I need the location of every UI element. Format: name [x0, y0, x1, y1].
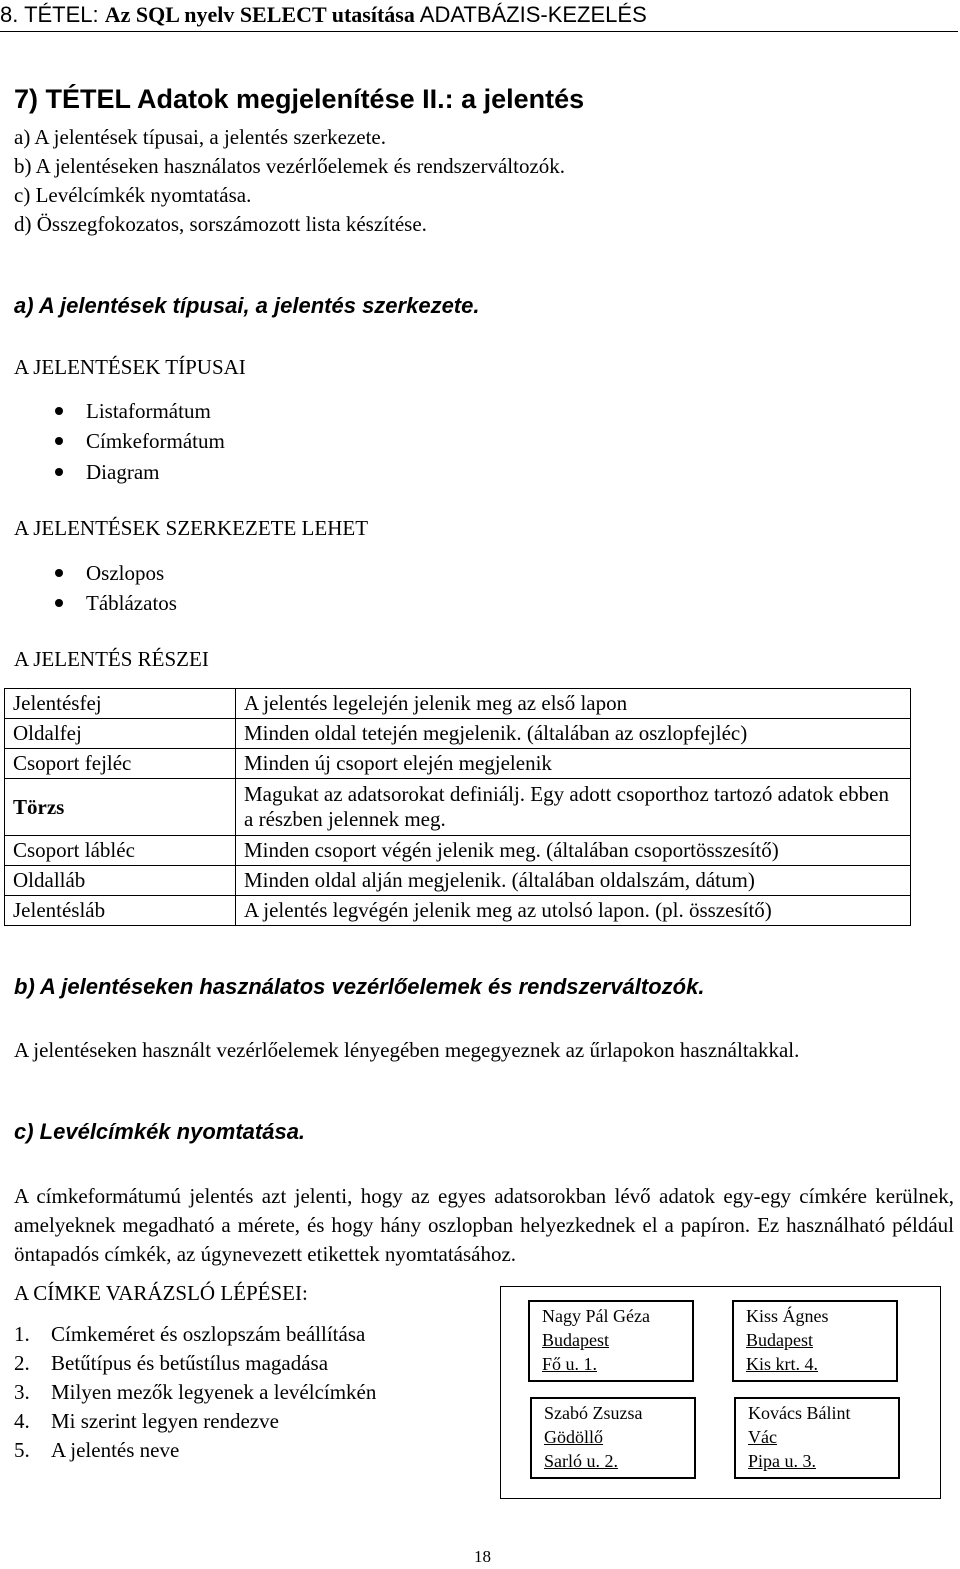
- part-desc: Minden oldal tetején megjelenik. (általában az oszlopfejléc): [236, 719, 911, 749]
- part-name: Oldalláb: [5, 866, 236, 896]
- list-item: 1. Címkeméret és oszlopszám beállítása: [14, 1322, 366, 1346]
- page-number: 18: [474, 1547, 491, 1566]
- mailing-label: Kiss Ágnes Budapest Kis krt. 4.: [732, 1300, 898, 1382]
- part-name: Csoport lábléc: [5, 836, 236, 866]
- part-name: Jelentésfej: [5, 689, 236, 719]
- bullet-icon: [55, 407, 63, 415]
- list-item: 2. Betűtípus és betűstílus magadása: [14, 1351, 329, 1375]
- bullet-icon: [55, 437, 63, 445]
- part-name: Jelentésláb: [5, 896, 236, 926]
- table-row: [5, 689, 911, 719]
- section-c-heading: c) Levélcímkék nyomtatása.: [14, 1119, 306, 1144]
- part-desc: A jelentés legelején jelenik meg az első lapon: [236, 689, 911, 719]
- part-desc: Minden új csoport elején megjelenik: [236, 749, 911, 779]
- header-course: ADATBÁZIS-KEZELÉS: [414, 2, 647, 27]
- part-desc: Minden csoport végén jelenik meg. (általában csoportösszesítő): [236, 836, 911, 866]
- page-title: 7) TÉTEL Adatok megjelenítése II.: a jelentés: [14, 84, 585, 114]
- types-heading: A JELENTÉSEK TÍPUSAI: [14, 355, 246, 379]
- list-item: Címkeformátum: [55, 429, 225, 454]
- list-item: Diagram: [55, 460, 159, 485]
- table-row: [5, 866, 911, 896]
- mailing-label: Kovács Bálint Vác Pipa u. 3.: [734, 1397, 900, 1479]
- list-item: 4. Mi szerint legyen rendezve: [14, 1409, 279, 1433]
- section-b-heading: b) A jelentéseken használatos vezérlőelemek és rendszerváltozók.: [14, 974, 705, 999]
- header-rule: [0, 31, 958, 32]
- part-name: Csoport fejléc: [5, 749, 236, 779]
- parts-heading: A JELENTÉS RÉSZEI: [14, 647, 209, 671]
- bullet-icon: [55, 599, 63, 607]
- table-row: [5, 779, 911, 836]
- bullet-icon: [55, 468, 63, 476]
- part-name: Törzs: [5, 779, 236, 836]
- mailing-label: Nagy Pál Géza Budapest Fő u. 1.: [528, 1300, 694, 1382]
- section-a-heading: a) A jelentések típusai, a jelentés szerkezete.: [14, 293, 480, 318]
- list-item: 3. Milyen mezők legyenek a levélcímkén: [14, 1380, 377, 1404]
- bullet-icon: [55, 569, 63, 577]
- header-prefix: 8. TÉTEL:: [0, 2, 105, 27]
- table-row: [5, 896, 911, 926]
- part-desc: A jelentés legvégén jelenik meg az utolsó lapon. (pl. összesítő): [236, 896, 911, 926]
- table-row: [5, 719, 911, 749]
- part-desc: Minden oldal alján megjelenik. (általában oldalszám, dátum): [236, 866, 911, 896]
- list-item: 5. A jelentés neve: [14, 1438, 180, 1462]
- section-c-text: A címkeformátumú jelentés azt jelenti, hogy az egyes adatsorokban lévő adatok egy-egy címkére kerülnek, amelyeknek megadható a mérete, és hogy hány oszlopban helyezkednek el a papíron. Ez használható például öntapadós címkék, az úgynevezett etikettek nyomtatásához.: [14, 1184, 954, 1266]
- list-item: Oszlopos: [55, 561, 164, 586]
- running-header: [0, 2, 647, 28]
- header-subject: Az SQL nyelv SELECT utasítása: [104, 2, 415, 27]
- toc-item: d) Összegfokozatos, sorszámozott lista készítése.: [14, 212, 427, 236]
- part-desc: Magukat az adatsorokat definiálj. Egy adott csoporthoz tartozó adatok ebben a részben jelennek meg.: [236, 779, 911, 836]
- list-item: Listaformátum: [55, 399, 211, 424]
- toc-item: b) A jelentéseken használatos vezérlőelemek és rendszerváltozók.: [14, 154, 566, 178]
- wizard-heading: A CÍMKE VARÁZSLÓ LÉPÉSEI:: [14, 1281, 308, 1305]
- toc-item: a) A jelentések típusai, a jelentés szerkezete.: [14, 125, 387, 149]
- mailing-label: Szabó Zsuzsa Gödöllő Sarló u. 2.: [530, 1397, 696, 1479]
- table-row: [5, 836, 911, 866]
- report-parts-table: [4, 688, 911, 926]
- structure-heading: A JELENTÉSEK SZERKEZETE LEHET: [14, 516, 369, 540]
- part-name: Oldalfej: [5, 719, 236, 749]
- list-item: Táblázatos: [55, 591, 177, 616]
- table-row: [5, 749, 911, 779]
- toc-item: c) Levélcímkék nyomtatása.: [14, 183, 252, 207]
- section-b-text: A jelentéseken használt vezérlőelemek lényegében megegyeznek az űrlapokon használtakkal.: [14, 1038, 800, 1062]
